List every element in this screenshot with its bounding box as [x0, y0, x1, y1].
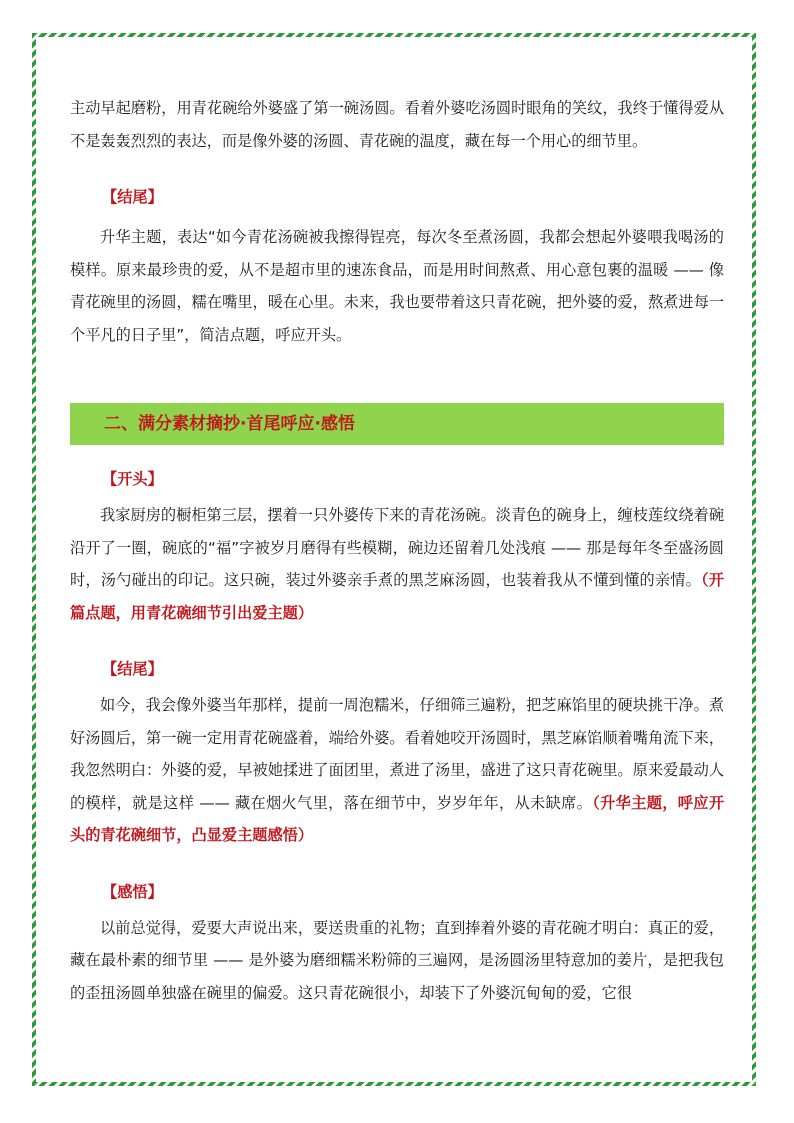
summary-paragraph: 升华主题，表达“如今青花汤碗被我擦得锃亮，每次冬至煮汤圆，我都会想起外婆喂我喝汤的模样。原来最珍贵的爱，从不是超市里的速冻食品，而是用时间熬煮、用心意包裹的温暖 —— 像青花碗里的汤圆，糯在嘴里，暖在心里。未来，我也要带着这只青花碗，把外婆的爱，熬煮进每一个平凡的日子里”，简洁点题，呼应开头。 [70, 228, 724, 344]
section-label-ending-2: 【结尾】 [102, 660, 163, 678]
continued-paragraph: 主动早起磨粉，用青花碗给外婆盛了第一碗汤圆。看着外婆吃汤圆时眼角的笑纹，我终于懂得爱从不是轰轰烈烈的表达，而是像外婆的汤圆、青花碗的温度，藏在每一个用心的细节里。 [70, 99, 724, 150]
ending-note: （升华主题，呼应开头的青花碗细节，凸显爱主题感悟） [70, 793, 725, 844]
opening-note: （开篇点题，用青花碗细节引出爱主题） [70, 571, 724, 622]
section-banner [70, 403, 724, 445]
section-label-insight: 【感悟】 [102, 882, 163, 901]
document-body [70, 92, 724, 1009]
opening-text: 我家厨房的橱柜第三层，摆着一只外婆传下来的青花汤碗。淡青色的碗身上，缠枝莲纹绕着碗沿开了一圈，碗底的“福”字被岁月磨得有些模糊，碗边还留着几处浅痕 —— 那是每年冬至盛汤圆时，汤勺碰出的印记。这只碗，装过外婆亲手煮的黑芝麻汤圆，也装着我从不懂到懂的亲情。 [70, 506, 724, 589]
section-label-opening: 【开头】 [102, 470, 163, 488]
opening-paragraph [70, 499, 724, 629]
banner-title: 二、满分素材摘抄·首尾呼应·感悟 [104, 414, 355, 434]
ending-text: 如今，我会像外婆当年那样，提前一周泡糯米，仔细筛三遍粉，把芝麻馅里的硬块挑干净。煮好汤圆后，第一碗一定用青花碗盛着，端给外婆。看着她咬开汤圆时，黑芝麻馅顺着嘴角流下来，我忽然明白：外婆的爱，早被她揉进了面团里，煮进了汤里，盛进了这只青花碗里。原来爱最动人的模样，就是这样 —— 藏在烟火气里，落在细节中，岁岁年年，从未缺席。 [70, 696, 724, 812]
insight-paragraph: 以前总觉得，爱要大声说出来，要送贵重的礼物；直到捧着外婆的青花碗才明白：真正的爱，藏在最朴素的细节里 —— 是外婆为磨细糯米粉筛的三遍网，是汤圆汤里特意加的姜片，是把我包的歪扭汤圆单独盛在碗里的偏爱。这只青花碗很小，却装下了外婆沉甸甸的爱，它很 [70, 918, 724, 1002]
ending-paragraph [70, 689, 724, 852]
section-label-ending-1: 【结尾】 [102, 188, 163, 206]
